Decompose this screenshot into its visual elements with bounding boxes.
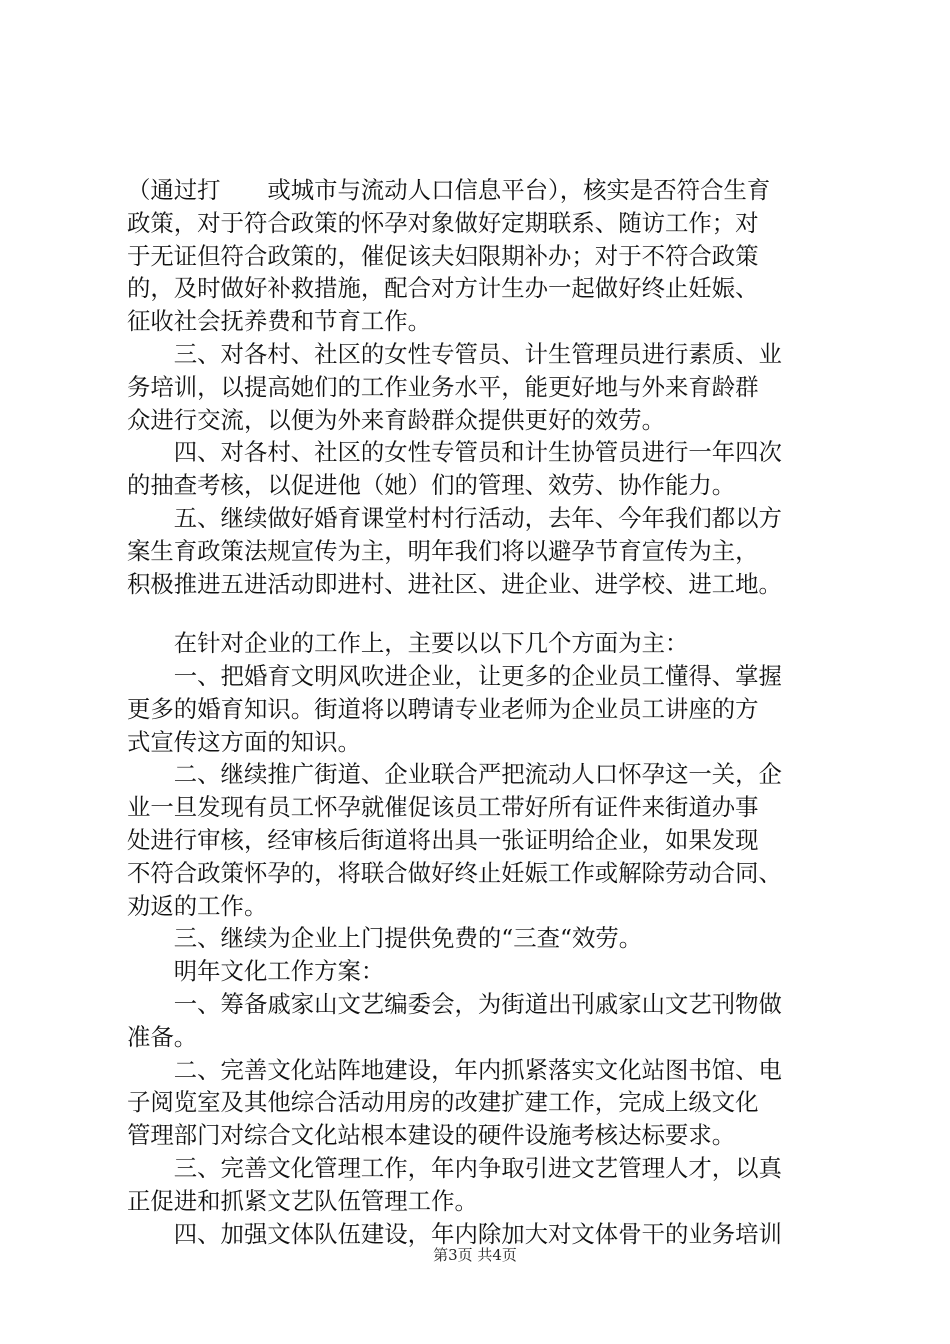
- text-line: 案生育政策法规宣传为主，明年我们将以避孕节育宣传为主，: [127, 536, 759, 565]
- text-line: 业一旦发现有员工怀孕就催促该员工带好所有证件来街道办事: [127, 793, 759, 822]
- text-line: 于无证但符合政策的，催促该夫妇限期补办；对于不符合政策: [127, 241, 759, 270]
- text-line: 一、把婚育文明风吹进企业，让更多的企业员工懂得、掌握: [127, 661, 782, 690]
- text-line: 三、对各村、社区的女性专管员、计生管理员进行素质、业: [127, 339, 782, 368]
- text-line: 积极推进五进活动即进村、进社区、进企业、进学校、进工地。: [127, 569, 782, 598]
- text-line: 五、继续做好婚育课堂村村行活动，去年、今年我们都以方: [127, 503, 782, 532]
- text-line: 正促进和抓紧文艺队伍管理工作。: [127, 1186, 478, 1215]
- text-line: 一、筹备戚家山文艺编委会，为街道出刊戚家山文艺刊物做: [127, 989, 782, 1018]
- text-line: 三、继续为企业上门提供免费的“三查“效劳。: [127, 924, 643, 953]
- text-line: 明年文化工作方案：: [127, 957, 385, 986]
- text-line: 管理部门对综合文化站根本建设的硬件设施考核达标要求。: [127, 1121, 736, 1150]
- text-line: 劝返的工作。: [127, 891, 268, 920]
- page-indicator: 第3页 共4页: [433, 1246, 517, 1264]
- text-line: 政策，对于符合政策的怀孕对象做好定期联系、随访工作；对: [127, 208, 759, 237]
- text-line: 的，及时做好补救措施，配合对方计生办一起做好终止妊娠、: [127, 274, 759, 303]
- text-line: 式宣传这方面的知识。: [127, 727, 361, 756]
- text-line: 二、继续推广街道、企业联合严把流动人口怀孕这一关，企: [127, 760, 782, 789]
- text-line: 的抽查考核，以促进他（她）们的管理、效劳、协作能力。: [127, 471, 736, 500]
- text-line: 处进行审核，经审核后街道将出具一张证明给企业，如果发现: [127, 825, 759, 854]
- document-body: [127, 174, 857, 1283]
- text-line: 准备。: [127, 1022, 198, 1051]
- text-line: 务培训，以提高她们的工作业务水平，能更好地与外来育龄群: [127, 372, 759, 401]
- text-line: 更多的婚育知识。街道将以聘请专业老师为企业员工讲座的方: [127, 694, 759, 723]
- text-line: 不符合政策怀孕的，将联合做好终止妊娠工作或解除劳动合同、: [127, 858, 782, 887]
- text-line: 四、对各村、社区的女性专管员和计生协管员进行一年四次: [127, 438, 782, 467]
- text-line: 三、完善文化管理工作，年内争取引进文艺管理人才，以真: [127, 1153, 782, 1182]
- text-line: 在针对企业的工作上，主要以以下几个方面为主：: [127, 629, 689, 658]
- text-line: 四、加强文体队伍建设，年内除加大对文体骨干的业务培训: [127, 1219, 782, 1248]
- paragraph-gap: [127, 600, 857, 627]
- text-line: 子阅览室及其他综合活动用房的改建扩建工作，完成上级文化: [127, 1088, 759, 1117]
- text-line: 征收社会抚养费和节育工作。: [127, 307, 432, 336]
- text-line: 二、完善文化站阵地建设，年内抓紧落实文化站图书馆、电: [127, 1055, 782, 1084]
- page-footer: [0, 1245, 950, 1265]
- text-line: 众进行交流，以便为外来育龄群众提供更好的效劳。: [127, 405, 665, 434]
- text-line: （通过打 或城市与流动人口信息平台），核实是否符合生育: [127, 176, 771, 204]
